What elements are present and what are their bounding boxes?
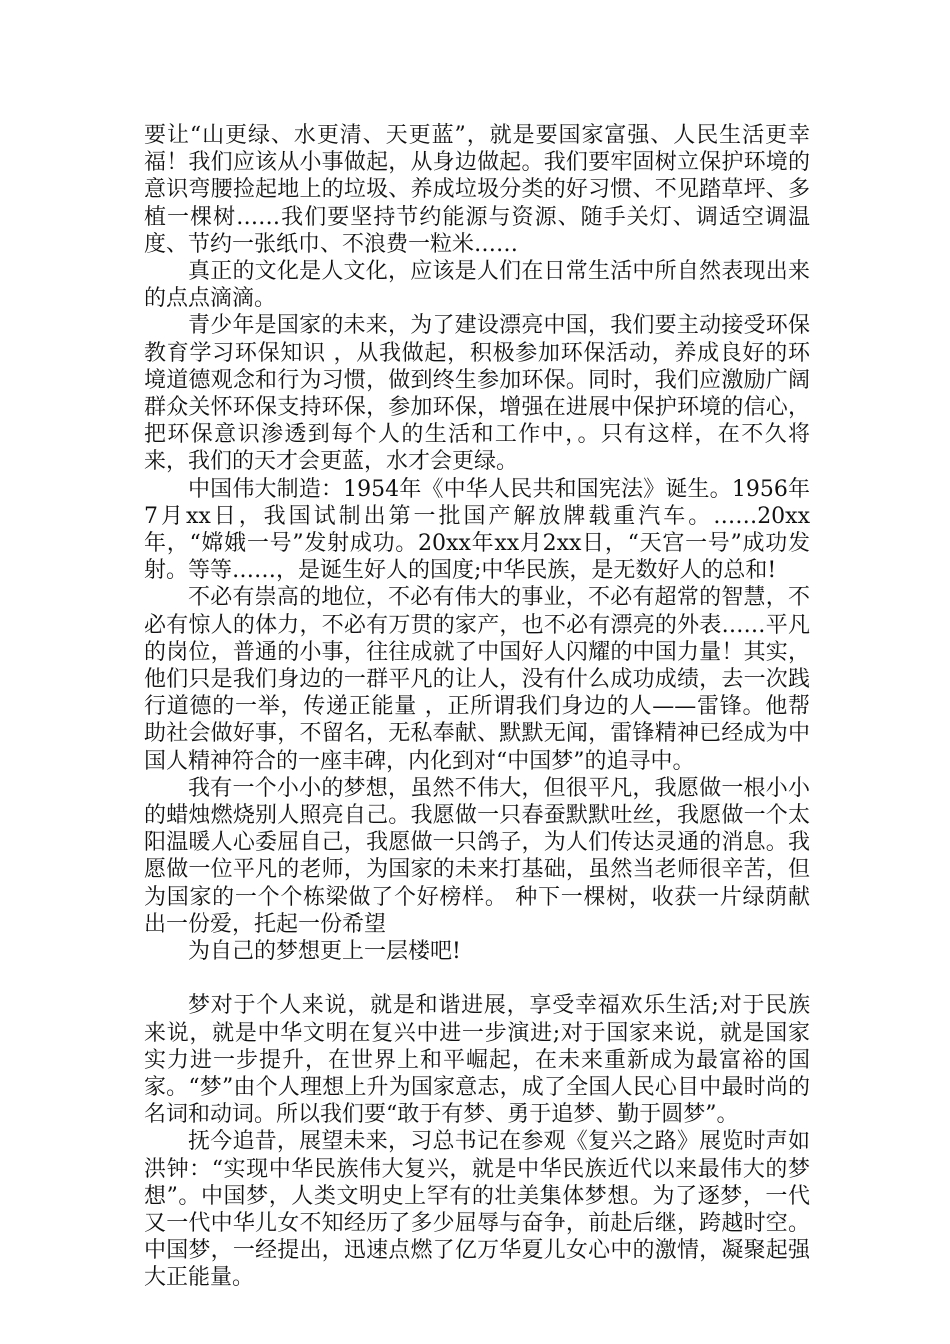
document-body [144,122,810,1292]
paragraph-closing-line: 为自己的梦想更上一层楼吧! [188,939,461,965]
paragraph-china-made: 中国伟大制造：1954年《中华人民共和国宪法》诞生。1956年7月xx日，我国试制出第一批国产解放牌载重汽车。……20xx年，“嫦娥一号”发射成功。20xx年xx月2xx日，“天宫一号”成功发射。等等……，是诞生好人的国度;中华民族，是无数好人的总和! [144,476,810,584]
paragraph-my-dream: 我有一个小小的梦想，虽然不伟大，但很平凡，我愿做一根小小的蜡烛燃烧别人照亮自己。我愿做一只春蚕默默吐丝，我愿做一个太阳温暖人心委屈自己，我愿做一只鸽子，为人们传达灵通的消息。我愿做一位平凡的老师，为国家的未来打基础，虽然当老师很辛苦，但为国家的一个个栋梁做了个好榜样。 种下一棵树，收获一片绿荫献出一份爱，托起一份希望 [144,775,810,937]
paragraph-culture: 真正的文化是人文化，应该是人们在日常生活中所自然表现出来的点点滴滴。 [144,259,810,312]
blank-line [144,965,810,992]
paragraph-dream-meaning: 梦对于个人来说，就是和谐进展，享受幸福欢乐生活;对于民族来说，就是中华文明在复兴中进一步演进;对于国家来说，就是国家实力进一步提升，在世界上和平崛起，在未来重新成为最富裕的国家。“梦”由个人理想上升为国家意志，成了全国人民心目中最时尚的名词和动词。所以我们要“敢于有梦、勇于追梦、勤于圆梦”。 [144,993,810,1128]
paragraph-good-people: 不必有崇高的地位，不必有伟大的事业，不必有超常的智慧，不必有惊人的体力，不必有万贯的家产，也不必有漂亮的外表……平凡的岗位，普通的小事，往往成就了中国好人闪耀的中国力量！其实，他们只是我们身边的一群平凡的让人，没有什么成功成绩，去一次践行道德的一举，传递正能量 ，正所谓我们身边的人——雷锋。他帮助社会做好事，不留名，无私奉献、默默无闻，雷锋精神已经成为中国人精神符合的一座丰碑，内化到对“中国梦”的追寻中。 [144,585,810,774]
paragraph-youth: 青少年是国家的未来，为了建设漂亮中国，我们要主动接受环保教育学习环保知识 ，从我做起，积极参加环保活动，养成良好的环境道德观念和行为习惯，做到终生参加环保。同时，我们应激励广阔群众关怀环保支持环保，参加环保，增强在进展中保护环境的信心，把环保意识渗透到每个人的生活和工作中，。只有这样，在不久将来，我们的天才会更蓝，水才会更绿。 [144,313,810,475]
paragraph-environment: 要让“山更绿、水更清、天更蓝”，就是要国家富强、人民生活更幸福！我们应该从小事做起，从身边做起。我们要牢固树立保护环境的意识弯腰捡起地上的垃圾、养成垃圾分类的好习惯、不见踏草坪、多植一棵树……我们要坚持节约能源与资源、随手关灯、调适空调温度、节约一张纸巾、不浪费一粒米…… [144,123,810,257]
paragraph-chinese-dream: 抚今追昔，展望未来，习总书记在参观《复兴之路》展览时声如洪钟：“实现中华民族伟大复兴，就是中华民族近代以来最伟大的梦想”。中国梦，人类文明史上罕有的壮美集体梦想。为了逐梦，一代又一代中华儿女不知经历了多少屈辱与奋争，前赴后继，跨越时空。中国梦，一经提出，迅速点燃了亿万华夏儿女心中的激情，凝聚起强大正能量。 [144,1129,810,1291]
